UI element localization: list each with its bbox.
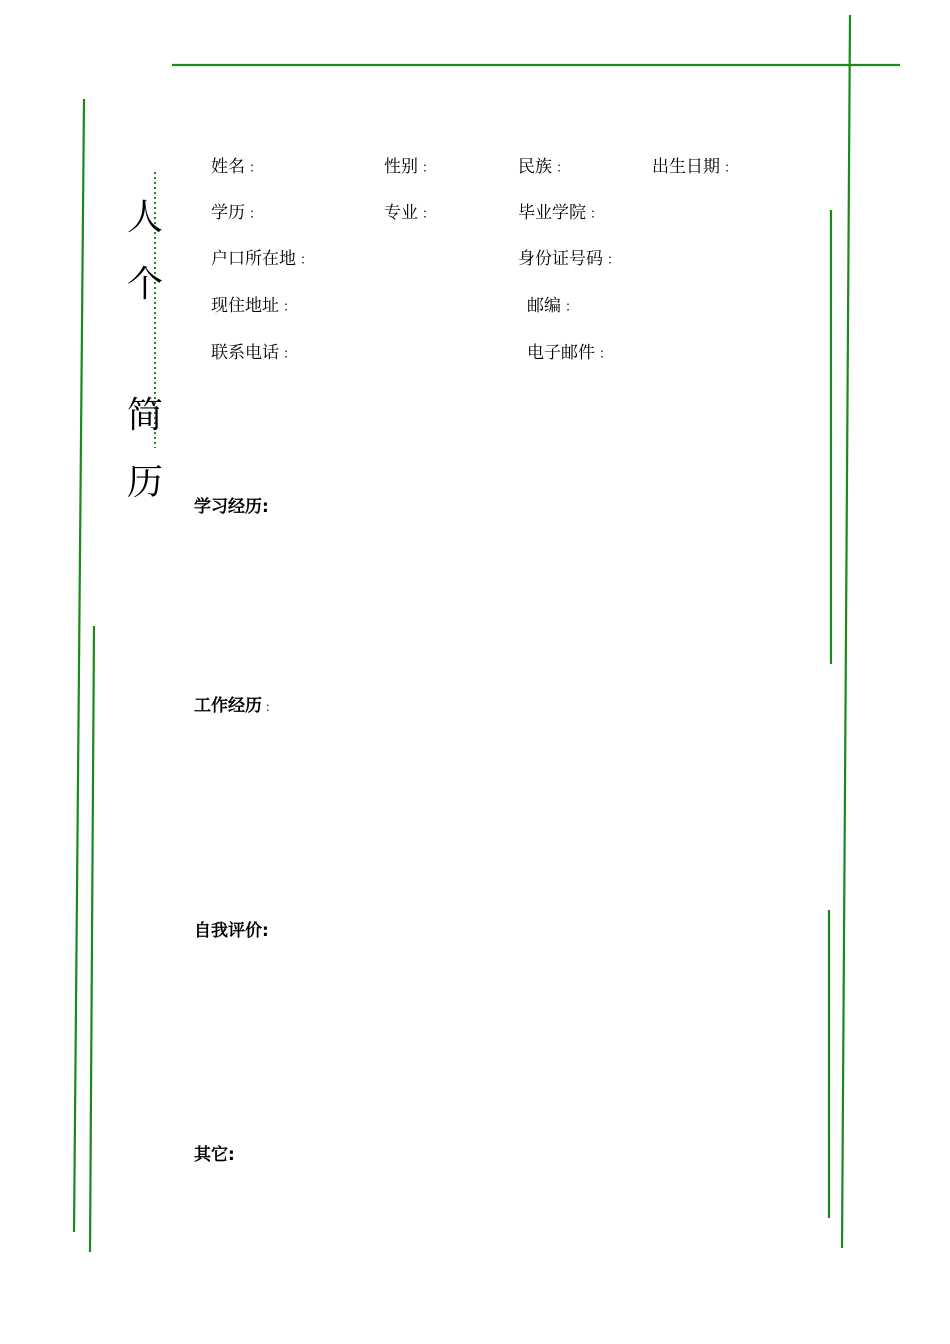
title-char-2: 个 (126, 264, 163, 305)
field-colon: ： (283, 300, 297, 315)
field-colon: ： (599, 347, 613, 362)
field-phone-label: 联系电话 (211, 343, 279, 363)
section-study-history: 学习经历: (194, 497, 269, 517)
field-id-number (518, 249, 620, 271)
field-current-address (211, 296, 296, 318)
field-major-label: 专业 (384, 203, 418, 223)
left-inner-line (90, 626, 94, 1252)
field-graduate-school (518, 203, 603, 225)
left-outer-line (74, 99, 84, 1232)
section-work-history-label: 工作经历 (194, 696, 262, 716)
field-colon: ： (565, 300, 579, 315)
field-ethnicity-label: 民族 (518, 157, 552, 177)
field-current-address-label: 现住地址 (211, 296, 279, 316)
field-major (384, 203, 435, 225)
field-colon: ： (249, 207, 263, 222)
section-work-history (194, 696, 277, 717)
field-name-label: 姓名 (211, 157, 245, 177)
field-colon: ： (249, 161, 263, 176)
field-colon: ： (590, 207, 604, 222)
right-outer-line (842, 15, 850, 1248)
title-char-3: 简 (126, 395, 163, 436)
section-work-history-colon: ： (265, 700, 278, 714)
field-birth-date (652, 157, 737, 179)
field-gender-label: 性别 (384, 157, 418, 177)
field-colon: ： (607, 253, 621, 268)
field-colon: ： (724, 161, 738, 176)
field-gender (384, 157, 435, 179)
field-education-label: 学历 (211, 203, 245, 223)
field-colon: ： (556, 161, 570, 176)
field-hukou-location (211, 249, 313, 271)
field-name (211, 157, 262, 179)
section-self-evaluation: 自我评价: (194, 921, 269, 941)
field-email (527, 343, 612, 365)
field-id-number-label: 身份证号码 (518, 249, 603, 269)
field-hukou-location-label: 户口所在地 (211, 249, 296, 269)
title-char-4: 历 (126, 462, 163, 503)
section-other: 其它: (194, 1145, 235, 1165)
field-colon: ： (283, 347, 297, 362)
field-postcode-label: 邮编 (527, 296, 561, 316)
field-ethnicity (518, 157, 569, 179)
field-graduate-school-label: 毕业学院 (518, 203, 586, 223)
field-colon: ： (422, 207, 436, 222)
field-education (211, 203, 262, 225)
field-postcode (527, 296, 578, 318)
title-char-1: 人 (126, 197, 163, 238)
field-birth-date-label: 出生日期 (652, 157, 720, 177)
field-email-label: 电子邮件 (527, 343, 595, 363)
field-colon: ： (422, 161, 436, 176)
field-phone (211, 343, 296, 365)
field-colon: ： (300, 253, 314, 268)
